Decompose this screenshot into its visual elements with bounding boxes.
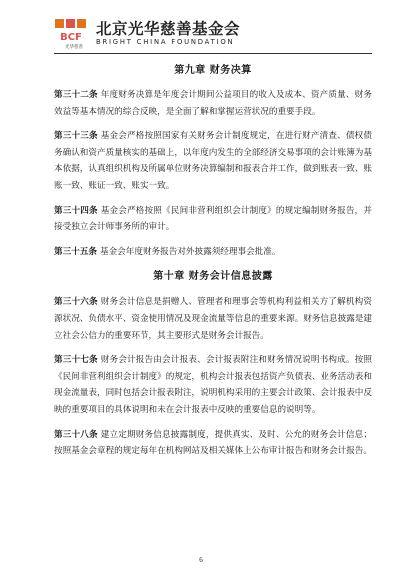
- article-number: 第三十二条: [54, 90, 98, 100]
- article-number: 第三十三条: [54, 131, 98, 142]
- article: [54, 294, 372, 344]
- article-text: 财务会计报告由会计报表、会计报表附注和财务情况说明书构成。按照《民间非营利组织会计制度》的规定，机构会计报表包括资产负债表、业务活动表和现金流量表，同时包括会计报表附注，说明机构采用的主要会计政策、会计报表中反映的重要项目的具体说明和未在会计报表中反映的重要信息的说明等。: [54, 355, 372, 415]
- organization-name: 北京光华慈善基金会: [96, 20, 241, 38]
- foundation-logo-icon: [54, 17, 88, 47]
- article-text: 建立定期财务信息披露制度，提供真实、及时、公允的财务会计信息；按照基金会章程的规定每年在机构网站及相关媒体上公布审计报告和财务会计报告。: [54, 429, 372, 457]
- article: [54, 87, 372, 120]
- chapter-title: 第九章 财务决算: [174, 65, 252, 76]
- article-text: 基金会严格按照国家有关财务会计制度规定，在进行财产清查、债权债务确认和资产质量核实的基础上，以年度内发生的全部经济交易事项的会计账簿为基本依据，认真组织机构及所属单位财务决算编制和报表合并工作，做到账表一致、账账一致、账证一致、账实一致。: [54, 131, 372, 191]
- article: [54, 203, 372, 236]
- article-text: 基金会严格按照《民间非营利组织会计制度》的规定编制财务报告，并接受独立会计师事务所的审计。: [54, 205, 372, 233]
- article-text: 年度财务决算是年度会计期间公益项目的收入及成本、资产质量、财务效益等基本情况的综合反映，是全面了解和掌握运营状况的重要手段。: [54, 90, 372, 117]
- chapter-title: 第十章 财务会计信息披露: [153, 271, 273, 283]
- document-body: [54, 62, 372, 460]
- article-number: 第三十五条: [54, 246, 97, 257]
- article-number: 第三十八条: [54, 429, 98, 440]
- logo-caption: 光华慈善: [65, 45, 83, 50]
- article: [54, 427, 372, 460]
- header-divider: [54, 53, 372, 54]
- page-number: 6: [199, 556, 203, 564]
- article-number: 第三十七条: [54, 355, 98, 366]
- organization-name-english: BRIGHT CHINA FOUNDATION: [96, 38, 235, 46]
- article-number: 第三十六条: [54, 297, 98, 308]
- article-number: 第三十四条: [54, 205, 98, 216]
- logo-lettering: BCF: [60, 32, 82, 43]
- article-text: 财务会计信息是捐赠人、管理者和理事会等机构利益相关方了解机构资源状况、负债水平、资金使用情况及现金流量等信息的重要来源。财务信息披露是建立社会公信力的重要环节，其主要形式是财务会计报告。: [54, 297, 372, 341]
- article: [54, 244, 372, 261]
- article: [54, 352, 372, 418]
- article-text: 基金会年度财务报告对外披露须经理事会批准。: [99, 246, 281, 257]
- article: [54, 128, 372, 194]
- letterhead: [54, 17, 354, 51]
